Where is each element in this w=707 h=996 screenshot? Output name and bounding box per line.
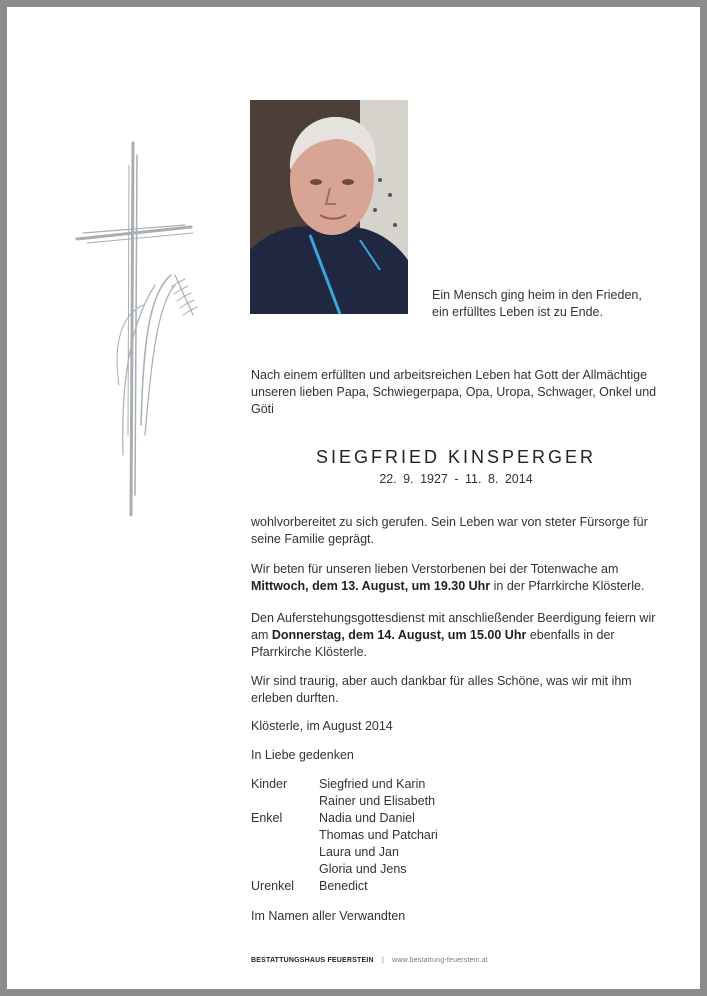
- in-love-heading: In Liebe gedenken: [251, 748, 354, 762]
- mourner-category: Enkel: [251, 811, 283, 825]
- funeral-home-url[interactable]: www.bestattung-feuerstein.at: [392, 957, 488, 964]
- funeral-before: Den Auferstehungsgottesdienst mit anschließender Beerdigung feiern wir am: [251, 611, 656, 642]
- cross-with-wheat-icon: [73, 135, 213, 525]
- date-dash: -: [454, 472, 459, 486]
- intro-text: Nach einem erfüllten und arbeitsreichen Leben hat Gott der Allmächtige unseren lieben Papa, Schwiegerpapa, Opa, Uropa, Schwager, Onkel und Göti: [251, 368, 657, 416]
- place-date: Klösterle, im August 2014: [251, 719, 393, 733]
- birth-date: 22. 9. 1927: [379, 472, 448, 486]
- mourner-names: [319, 776, 435, 810]
- mourner-name: Thomas und Patchari: [319, 828, 438, 842]
- funeral-home-name: BESTATTUNGSHAUS FEUERSTEIN: [251, 957, 374, 964]
- quote-line-2: ein erfülltes Leben ist zu Ende.: [432, 305, 603, 319]
- footer: [251, 957, 488, 964]
- closing-text: Wir sind traurig, aber auch dankbar für alles Schöne, was wir mit ihm erleben durften.: [251, 674, 632, 705]
- deceased-name: SIEGFRIED KINSPERGER: [315, 447, 597, 467]
- mourner-group: [251, 878, 438, 895]
- mourner-category: Kinder: [251, 777, 288, 791]
- life-dates: [251, 472, 661, 486]
- wake-text: [251, 561, 661, 595]
- mourner-name: Gloria und Jens: [319, 862, 407, 876]
- mourner-category: Urenkel: [251, 879, 295, 893]
- portrait-photo: [250, 100, 408, 314]
- mourner-group: [251, 776, 438, 810]
- mourner-names: [319, 810, 438, 878]
- mourners-list: [251, 776, 438, 895]
- funeral-after: ebenfalls in der Pfarrkirche Klösterle.: [251, 628, 615, 659]
- footer-separator: |: [381, 957, 384, 964]
- called-home-text: wohlvorbereitet zu sich gerufen. Sein Leben war von steter Fürsorge für seine Familie geprägt.: [251, 515, 648, 546]
- quote-line-1: Ein Mensch ging heim in den Frieden,: [432, 288, 642, 302]
- funeral-text: [251, 610, 661, 661]
- mourner-name: Nadia und Daniel: [319, 811, 415, 825]
- wake-datetime: Mittwoch, dem 13. August, um 19.30 Uhr: [251, 579, 491, 593]
- funeral-datetime: Donnerstag, dem 14. August, um 15.00 Uhr: [271, 628, 527, 642]
- wake-after: in der Pfarrkirche Klösterle.: [493, 579, 645, 593]
- mourner-names: [319, 878, 368, 895]
- death-date: 11. 8. 2014: [465, 472, 533, 486]
- mourner-name: Laura und Jan: [319, 845, 399, 859]
- wake-before: Wir beten für unseren lieben Verstorbenen bei der Totenwache am: [251, 562, 619, 576]
- mourner-group: [251, 810, 438, 878]
- mourner-name: Siegfried und Karin: [319, 777, 426, 791]
- quote: [432, 287, 672, 321]
- mourner-name: Benedict: [319, 879, 368, 893]
- on-behalf-text: Im Namen aller Verwandten: [251, 909, 406, 923]
- obituary-page: [7, 7, 700, 989]
- mourner-name: Rainer und Elisabeth: [319, 794, 436, 808]
